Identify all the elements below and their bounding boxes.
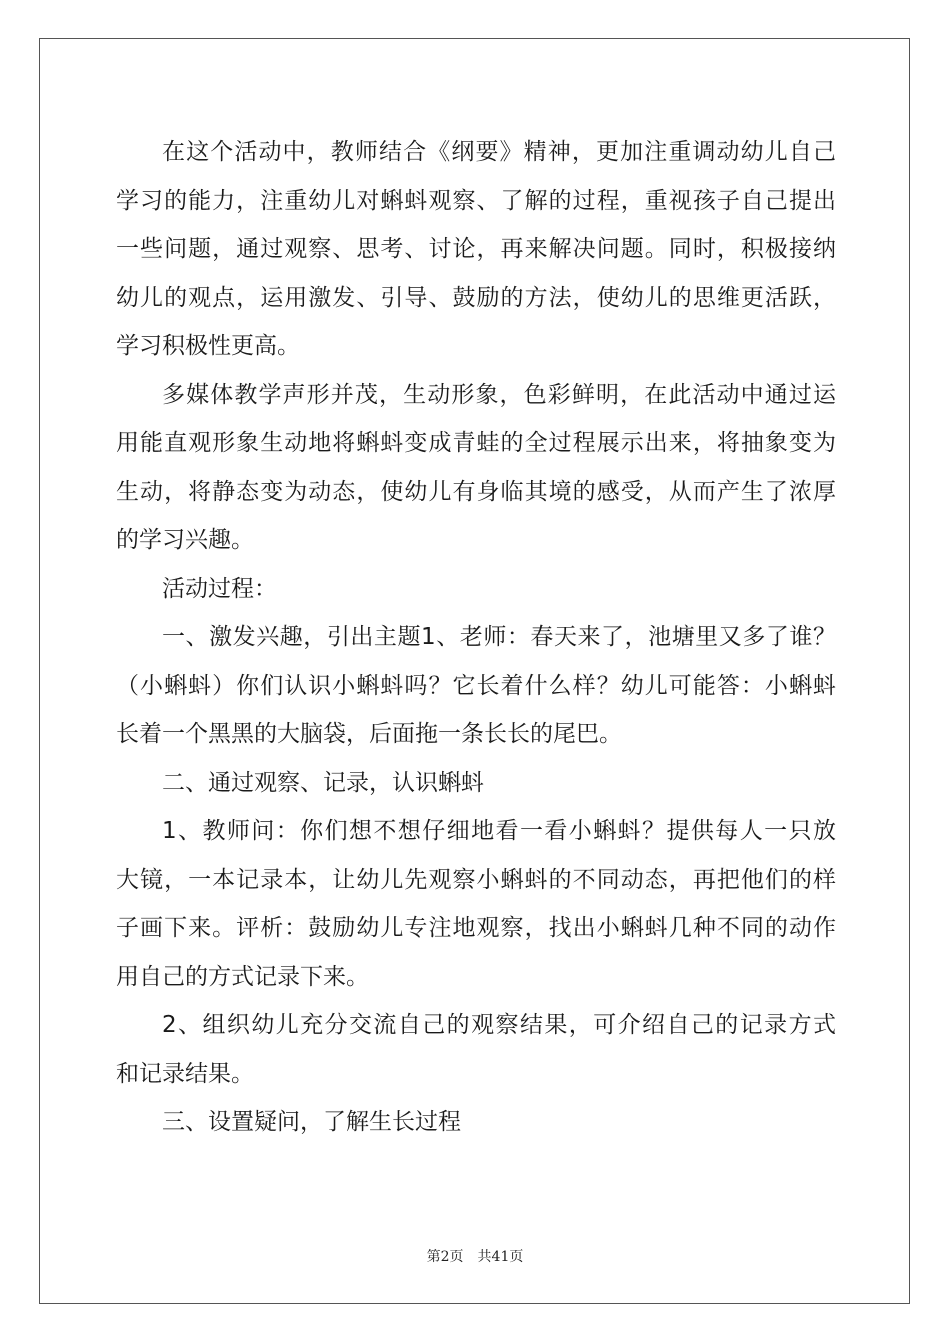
text-line: 学习积极性更高。 xyxy=(116,333,300,359)
text-line: 一、激发兴趣，引出主题1、老师：春天来了，池塘里又多了谁？ xyxy=(162,624,836,650)
text-line: 生动，将静态变为动态，使幼儿有身临其境的感受，从而产生了浓厚 xyxy=(116,478,836,505)
section-heading: 活动过程： xyxy=(162,575,277,602)
paragraph xyxy=(116,128,836,371)
page-footer xyxy=(0,1246,950,1266)
text-line: 长着一个黑黑的大脑袋，后面拖一条长长的尾巴。 xyxy=(116,721,622,747)
text-line: 大镜，一本记录本，让幼儿先观察小蝌蚪的不同动态，再把他们的样 xyxy=(116,866,836,893)
page-total: 共41页 xyxy=(477,1249,524,1265)
page-number: 第2页 xyxy=(426,1249,464,1265)
text-line: 子画下来。评析：鼓励幼儿专注地观察，找出小蝌蚪几种不同的动作 xyxy=(116,915,836,941)
paragraph xyxy=(116,807,836,1001)
text-line: 2、组织幼儿充分交流自己的观察结果，可介绍自己的记录方式 xyxy=(162,1012,836,1038)
text-line: 和记录结果。 xyxy=(116,1060,254,1087)
text-line: 幼儿的观点，运用激发、引导、鼓励的方法，使幼儿的思维更活跃， xyxy=(116,284,836,311)
text-line: 用能直观形象生动地将蝌蚪变成青蛙的全过程展示出来，将抽象变为 xyxy=(116,430,836,456)
paragraph xyxy=(116,759,836,808)
section-heading: 三、设置疑问，了解生长过程 xyxy=(162,1109,461,1135)
text-line: 一些问题，通过观察、思考、讨论，再来解决问题。同时，积极接纳 xyxy=(116,236,836,262)
paragraph xyxy=(116,371,836,565)
paragraph xyxy=(116,1098,836,1147)
document-body xyxy=(116,128,836,1147)
section-heading: 二、通过观察、记录，认识蝌蚪 xyxy=(162,769,484,796)
text-line: 用自己的方式记录下来。 xyxy=(116,963,369,990)
text-line: 多媒体教学声形并茂，生动形象，色彩鲜明，在此活动中通过运 xyxy=(162,381,836,408)
paragraph xyxy=(116,565,836,614)
text-line: 1、教师问：你们想不想仔细地看一看小蝌蚪？提供每人一只放 xyxy=(162,818,836,844)
text-line: 的学习兴趣。 xyxy=(116,527,254,553)
text-line: 学习的能力，注重幼儿对蝌蚪观察、了解的过程，重视孩子自己提出 xyxy=(116,187,836,214)
paragraph xyxy=(116,613,836,759)
paragraph xyxy=(116,1001,836,1098)
text-line: 在这个活动中，教师结合《纲要》精神，更加注重调动幼儿自己 xyxy=(162,139,836,165)
text-line: （小蝌蚪）你们认识小蝌蚪吗？它长着什么样？幼儿可能答：小蝌蚪 xyxy=(116,672,836,699)
